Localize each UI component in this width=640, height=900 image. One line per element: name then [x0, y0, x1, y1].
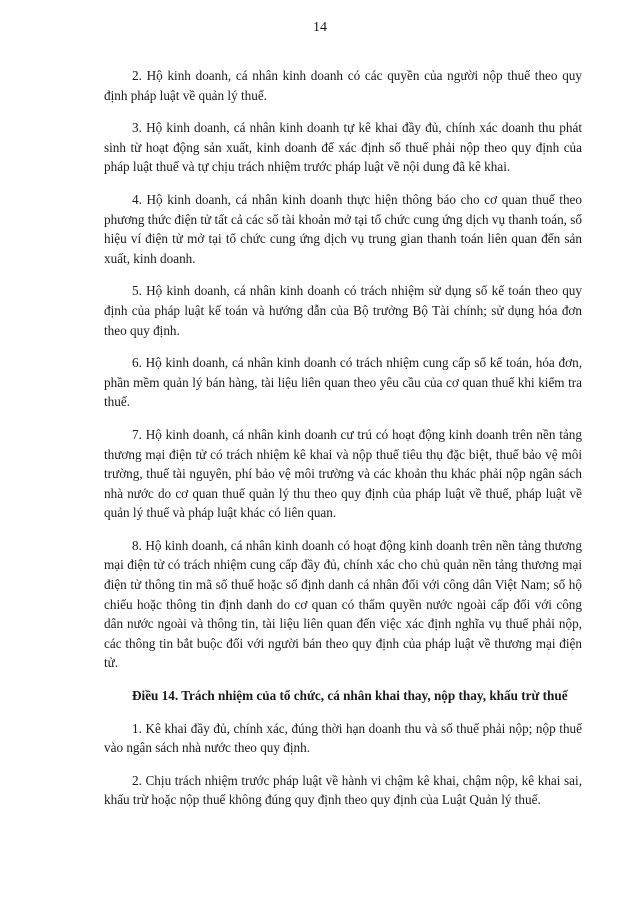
- page-number: 14: [313, 20, 327, 35]
- article-heading: Điều 14. Trách nhiệm của tổ chức, cá nhân khai thay, nộp thay, khấu trừ thuế: [132, 688, 568, 704]
- paragraph-clause-8: 8. Hộ kinh doanh, cá nhân kinh doanh có hoạt động kinh doanh trên nền tảng thương mại điện tử có trách nhiệm cung cấp đầy đủ, chính xác cho chủ quản nền tảng thương mại điện tử thông tin mã số thuế hoặc số định danh cá nhân đối với công dân Việt Nam; số hộ chiếu hoặc thông tin định danh do cơ quan có thẩm quyền nước ngoài cấp đối với công dân nước ngoài và thông tin, tài liệu liên quan đến việc xác định nghĩa vụ thuế phải nộp, các thông tin bắt buộc đối với người bán theo quy định của pháp luật về thương mại điện tử.: [104, 537, 582, 671]
- article-paragraph-1: 1. Kê khai đầy đủ, chính xác, đúng thời hạn doanh thu và số thuế phải nộp; nộp thuế vào ngân sách nhà nước theo quy định.: [104, 720, 582, 756]
- paragraph-clause-6: 6. Hộ kinh doanh, cá nhân kinh doanh có trách nhiệm cung cấp sổ kế toán, hóa đơn, phần mềm quản lý bán hàng, tài liệu liên quan theo yêu cầu của cơ quan thuế khi kiểm tra thuế.: [104, 355, 582, 410]
- paragraph-clause-4: 4. Hộ kinh doanh, cá nhân kinh doanh thực hiện thông báo cho cơ quan thuế theo phương thức điện tử tất cả các số tài khoản mở tại tổ chức cung ứng dịch vụ thanh toán, số hiệu ví điện tử mở tại tổ chức cung ứng dịch vụ trung gian thanh toán liên quan đến sản xuất, kinh doanh.: [104, 191, 582, 266]
- paragraph-clause-7: 7. Hộ kinh doanh, cá nhân kinh doanh cư trú có hoạt động kinh doanh trên nền tảng thương mại điện tử có trách nhiệm kê khai và nộp thuế tiêu thụ đặc biệt, thuế bảo vệ môi trường, thuế tài nguyên, phí bảo vệ môi trường và các khoản thu khác phải nộp ngân sách nhà nước do cơ quan thuế quản lý thu theo quy định của pháp luật về thuế, pháp luật về quản lý thuế và pháp luật khác có liên quan.: [104, 426, 582, 521]
- paragraph-clause-5: 5. Hộ kinh doanh, cá nhân kinh doanh có trách nhiệm sử dụng sổ kế toán theo quy định của pháp luật kế toán và hướng dẫn của Bộ trưởng Bộ Tài chính; sử dụng hóa đơn theo quy định.: [104, 283, 582, 338]
- paragraph-clause-3: 3. Hộ kinh doanh, cá nhân kinh doanh tự kê khai đầy đủ, chính xác doanh thu phát sinh từ hoạt động sản xuất, kinh doanh để xác định số thuế phải nộp theo quy định của pháp luật thuế và tự chịu trách nhiệm trước pháp luật về nội dung đã kê khai.: [104, 120, 582, 175]
- document-body: [104, 66, 582, 823]
- paragraph-clause-2: 2. Hộ kinh doanh, cá nhân kinh doanh có các quyền của người nộp thuế theo quy định pháp luật về quản lý thuế.: [104, 68, 582, 103]
- article-paragraph-2: 2. Chịu trách nhiệm trước pháp luật về hành vi chậm kê khai, chậm nộp, kê khai sai, khấu trừ hoặc nộp thuế không đúng quy định theo quy định của Luật Quản lý thuế.: [104, 772, 582, 808]
